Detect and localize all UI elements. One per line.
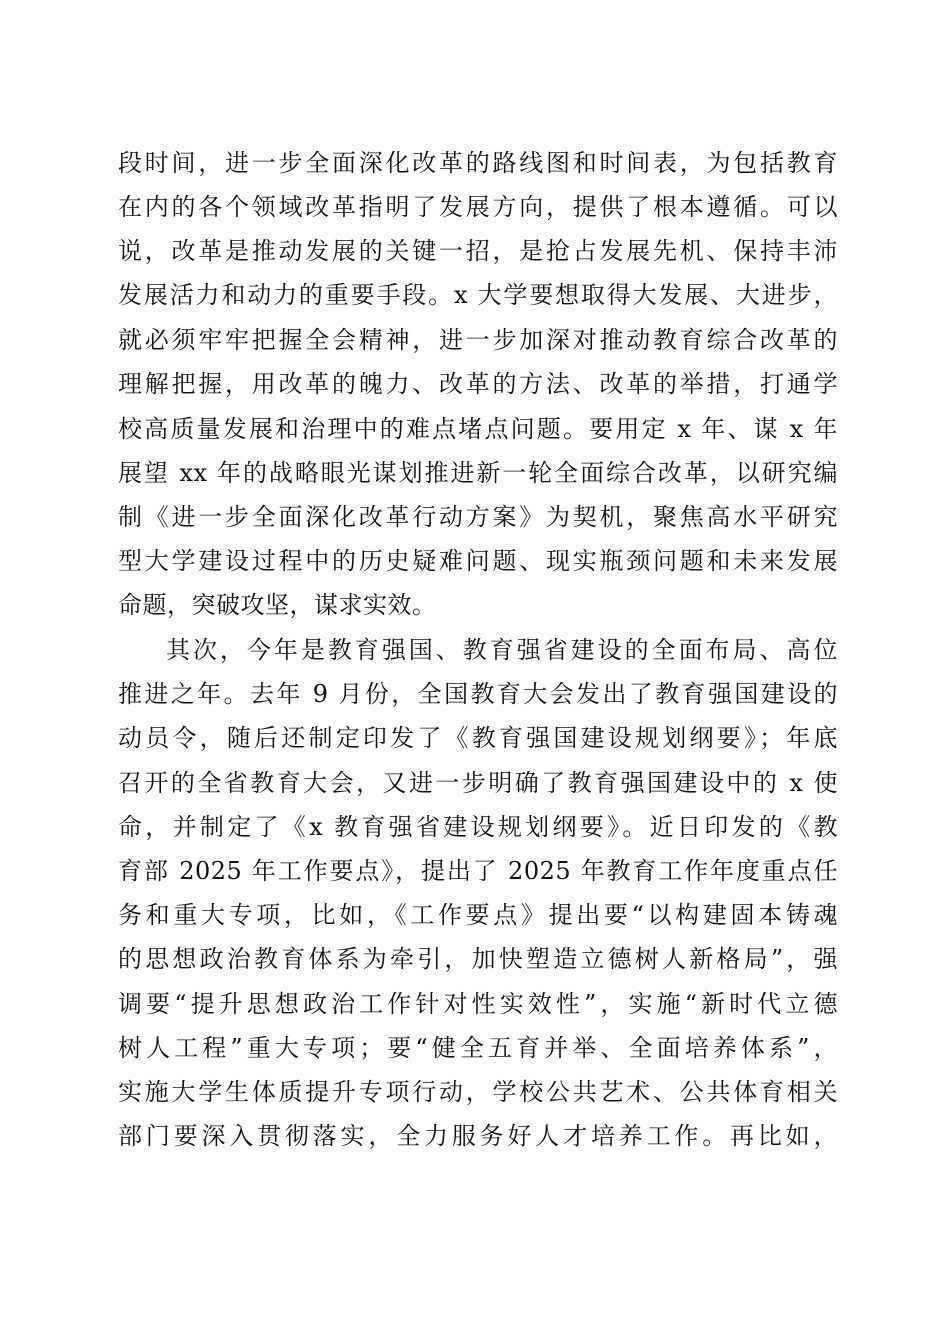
text-line: 树人工程”重大专项；要“健全五育并举、全面培养体系”， <box>118 1034 838 1062</box>
text-line: 命题，突破攻坚，谋求实效。 <box>118 591 437 619</box>
text-line: 推进之年。去年 9 月份，全国教育大会发出了教育强国建设的 <box>118 680 838 708</box>
text-line: 动员令，随后还制定印发了《教育强国建设规划纲要》；年底 <box>118 724 838 752</box>
text-line: 调要“提升思想政治工作针对性实效性”，实施“新时代立德 <box>118 990 838 1018</box>
text-line: 务和重大专项，比如，《工作要点》提出要“以构建固本铸魂 <box>118 901 838 929</box>
text-line: 说，改革是推动发展的关键一招，是抢占发展先机、保持丰沛 <box>118 237 838 265</box>
text-line: 部门要深入贯彻落实，全力服务好人才培养工作。再比如， <box>118 1122 838 1150</box>
text-line: 育部 2025 年工作要点》，提出了 2025 年教育工作年度重点任 <box>118 857 838 885</box>
text-line: 型大学建设过程中的历史疑难问题、现实瓶颈问题和未来发展 <box>118 547 838 575</box>
text-line: 的思想政治教育体系为牵引，加快塑造立德树人新格局”，强 <box>118 945 838 973</box>
text-line: 召开的全省教育大会，又进一步明确了教育强国建设中的 x 使 <box>118 769 838 797</box>
text-line: 就必须牢牢把握全会精神，进一步加深对推动教育综合改革的 <box>118 326 838 354</box>
text-line: 展望 xx 年的战略眼光谋划推进新一轮全面综合改革，以研究编 <box>118 459 838 487</box>
text-line: 发展活力和动力的重要手段。x 大学要想取得大发展、大进步， <box>118 281 838 309</box>
text-line: 实施大学生体质提升专项行动，学校公共艺术、公共体育相关 <box>118 1078 838 1106</box>
text-line: 理解把握，用改革的魄力、改革的方法、改革的举措，打通学 <box>118 370 838 398</box>
text-line: 在内的各个领域改革指明了发展方向，提供了根本遵循。可以 <box>118 193 838 221</box>
text-line: 制《进一步全面深化改革行动方案》为契机，聚焦高水平研究 <box>118 503 838 531</box>
text-line: 段时间，进一步全面深化改革的路线图和时间表，为包括教育 <box>118 149 838 177</box>
text-line: 校高质量发展和治理中的难点堵点问题。要用定 x 年、谋 x 年 <box>118 415 838 443</box>
text-line: 命，并制定了《x 教育强省建设规划纲要》。近日印发的《教 <box>118 813 838 841</box>
paragraph-first-line: 其次，今年是教育强国、教育强省建设的全面布局、高位 <box>166 636 838 664</box>
